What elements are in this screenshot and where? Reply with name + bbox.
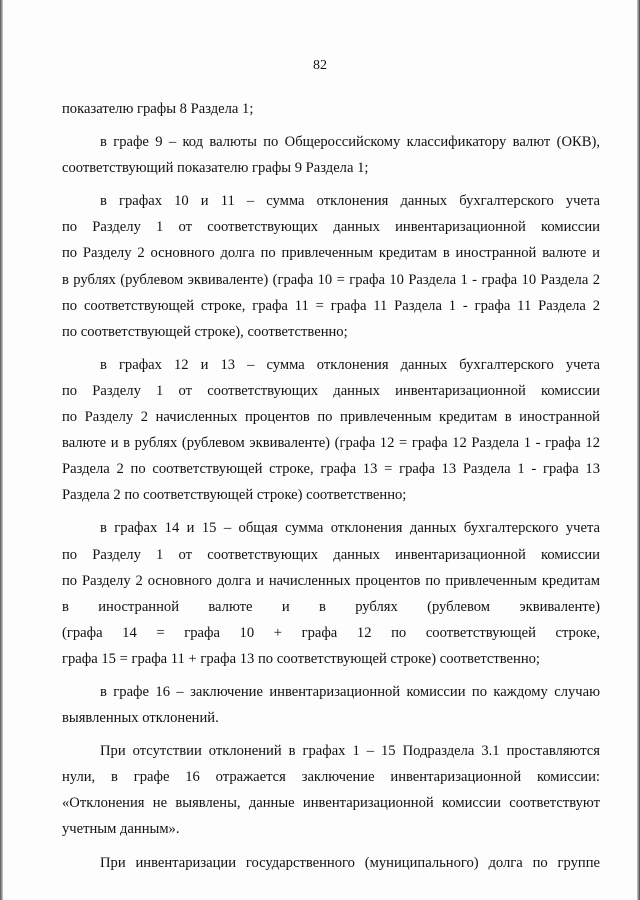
text-line: валюте и в рублях (рублевом эквиваленте) (графа 12 = графа 12 Раздела 1 - графа 12 xyxy=(62,435,600,452)
text-line: выявленных отклонений. xyxy=(62,710,219,727)
text-line: по Разделу 1 от соответствующих данных инвентаризационной комиссии xyxy=(62,382,600,399)
text-line: по соответствующей строке, графа 11 = графа 11 Раздела 1 - графа 11 Раздела 2 xyxy=(62,297,600,314)
text-line: При инвентаризации государственного (муниципального) долга по группе xyxy=(100,854,600,871)
text-line: графа 15 = графа 11 + графа 13 по соответствующей строке) соответственно; xyxy=(62,650,540,667)
text-line: Раздела 2 по соответствующей строке, графа 13 = графа 13 Раздела 1 - графа 13 xyxy=(62,461,600,478)
text-line: по соответствующей строке), соответственно; xyxy=(62,323,348,340)
scan-edge-left xyxy=(0,0,3,900)
text-line: по Разделу 1 от соответствующих данных инвентаризационной комиссии xyxy=(62,219,600,236)
text-line: «Отклонения не выявлены, данные инвентаризационной комиссии соответствуют xyxy=(62,795,600,812)
text-line: в графе 9 – код валюты по Общероссийскому классификатору валют (ОКВ), xyxy=(100,134,600,151)
text-line: по Разделу 2 основного долга по привлеченным кредитам в иностранной валюте и xyxy=(62,245,600,262)
text-line: в иностранной валюте и в рублях (рублевом эквиваленте) xyxy=(62,598,600,615)
text-line: в графе 16 – заключение инвентаризационной комиссии по каждому случаю xyxy=(100,683,600,700)
text-line: по Разделу 2 основного долга и начисленных процентов по привлеченным кредитам xyxy=(62,572,600,589)
text-line: по Разделу 1 от соответствующих данных инвентаризационной комиссии xyxy=(62,546,600,563)
text-line: показателю графы 8 Раздела 1; xyxy=(62,101,254,117)
text-line: (графа 14 = графа 10 + графа 12 по соответствующей строке, xyxy=(62,624,600,641)
text-line: по Разделу 2 начисленных процентов по привлеченным кредитам в иностранной xyxy=(62,409,600,426)
page-number: 82 xyxy=(313,58,327,73)
text-line: в графах 14 и 15 – общая сумма отклонения данных бухгалтерского учета xyxy=(100,520,600,537)
text-line: нули, в графе 16 отражается заключение инвентаризационной комиссии: xyxy=(62,769,600,786)
text-line: соответствующий показателю графы 9 Раздела 1; xyxy=(62,160,369,177)
document-body xyxy=(62,96,600,876)
text-line: При отсутствии отклонений в графах 1 – 15 Подраздела 3.1 проставляются xyxy=(100,743,600,760)
text-line: в рублях (рублевом эквиваленте) (графа 10 = графа 10 Раздела 1 - графа 10 Раздела 2 xyxy=(62,271,600,288)
text-line: Раздела 2 по соответствующей строке) соответственно; xyxy=(62,487,407,504)
text-line: в графах 12 и 13 – сумма отклонения данных бухгалтерского учета xyxy=(100,356,600,373)
text-line: учетным данным». xyxy=(62,821,180,838)
text-line: в графах 10 и 11 – сумма отклонения данных бухгалтерского учета xyxy=(100,193,600,210)
